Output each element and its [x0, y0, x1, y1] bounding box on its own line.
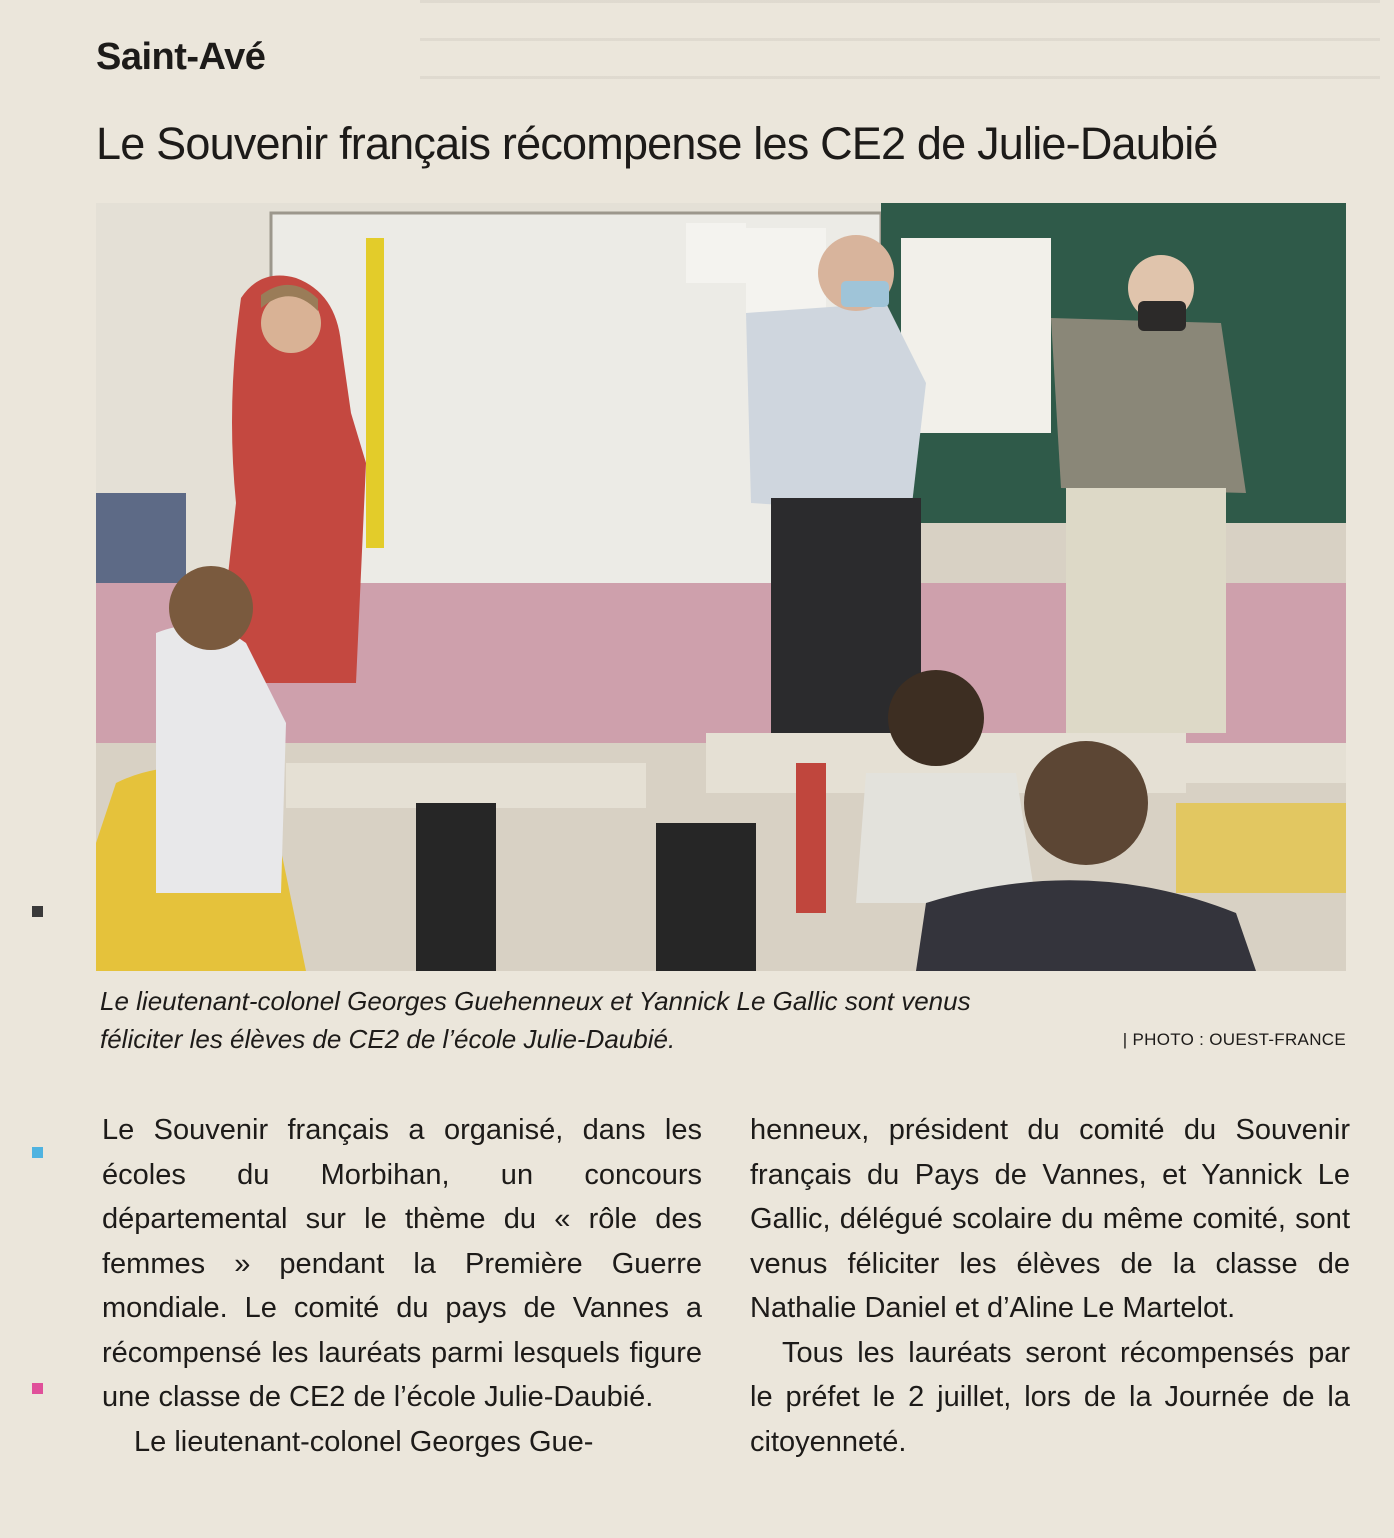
- article-column-2: [750, 1108, 1350, 1464]
- article-photo: [96, 203, 1346, 971]
- paragraph: Le lieutenant-colonel Georges Gue-: [134, 1425, 594, 1458]
- headline: Le Souvenir français récompense les CE2 de Julie-Daubié: [96, 118, 1218, 169]
- caption-line-1: Le lieutenant-colonel Georges Guehenneux et Yannick Le Gallic sont venus: [100, 986, 971, 1016]
- registration-mark-cyan: [32, 1147, 43, 1158]
- photo-credit: | PHOTO : OUEST-FRANCE: [1122, 1030, 1346, 1049]
- location-kicker: Saint-Avé: [96, 36, 266, 78]
- paragraph: Le Souvenir français a organisé, dans les écoles du Morbihan, un concours départemental sur le thème du « rôle des femmes » pendant la Première Guerre mondiale. Le comité du pays de Vannes a récompensé les lauréats parmi lesquels figure une classe de CE2 de l’école Julie-Daubié.: [102, 1114, 702, 1413]
- caption-line-2: féliciter les élèves de CE2 de l’école Julie-Daubié.: [100, 1024, 676, 1054]
- registration-mark-black: [32, 906, 43, 917]
- registration-mark-magenta: [32, 1383, 43, 1394]
- article-column-1: [102, 1108, 702, 1464]
- bleed-through-text: [420, 0, 1380, 100]
- paragraph: Tous les lauréats seront récompensés par le préfet le 2 juillet, lors de la Journée de la citoyenneté.: [750, 1336, 1350, 1458]
- paragraph: henneux, président du comité du Souvenir français du Pays de Vannes, et Yannick Le Gallic, délégué scolaire du même comité, sont venus féliciter les élèves de la classe de Nathalie Daniel et d’Aline Le Martelot.: [750, 1114, 1350, 1324]
